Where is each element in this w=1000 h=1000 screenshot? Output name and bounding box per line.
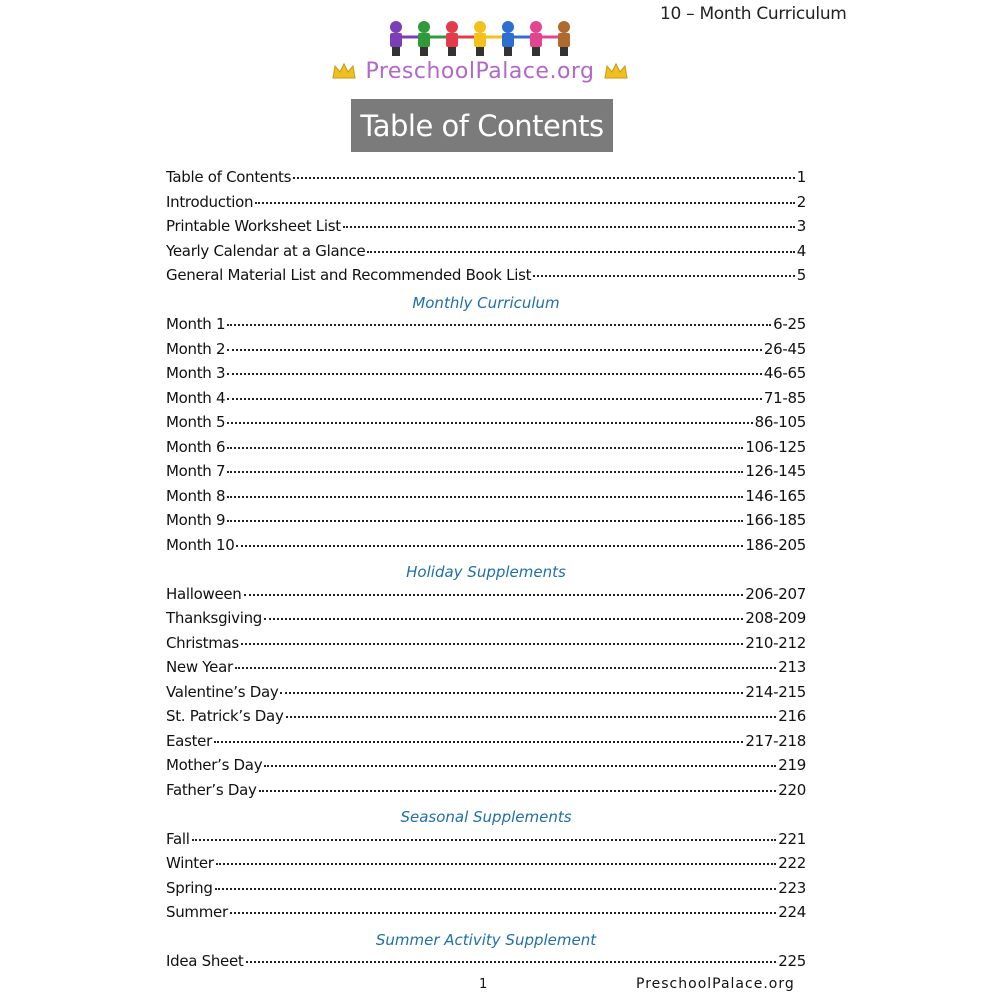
toc-entry-label: Summer — [166, 903, 228, 921]
dot-leader — [367, 251, 794, 253]
dot-leader — [227, 520, 743, 522]
toc-entry-page: 221 — [778, 829, 806, 848]
dot-leader — [235, 667, 776, 669]
dot-leader — [244, 594, 744, 596]
dot-leader — [533, 275, 795, 277]
toc-entry-label: Spring — [166, 878, 213, 897]
toc-entry-label: Month 3 — [166, 364, 226, 382]
toc-entry-label: Mother’s Day — [166, 756, 263, 774]
toc-entry-label: Printable Worksheet List — [166, 217, 341, 235]
toc-entry-page: 26-45 — [763, 339, 806, 358]
section-heading-monthly: Monthly Curriculum — [412, 293, 560, 312]
toc-entry — [166, 462, 806, 487]
toc-entry-page: 225 — [778, 952, 806, 970]
toc-entry — [166, 536, 806, 561]
toc-entry-page: 46-65 — [763, 364, 806, 382]
dot-leader — [236, 545, 743, 547]
page-title: Table of Contents — [351, 99, 613, 152]
dot-leader — [280, 692, 743, 694]
toc-entry-label: Winter — [166, 854, 214, 872]
toc-entry-label: Month 8 — [166, 486, 226, 505]
toc-entry — [166, 707, 806, 732]
toc-entry-label: Month 6 — [166, 437, 226, 456]
toc-entry-page: 166-185 — [745, 511, 806, 529]
dot-leader — [227, 422, 752, 424]
kid-figure — [446, 21, 474, 56]
toc-entry-page: 213 — [778, 658, 806, 676]
toc-entry-page: 216 — [778, 707, 806, 725]
toc-entry-page: 86-105 — [754, 413, 806, 431]
toc-entry-label: New Year — [166, 658, 233, 676]
toc-entry-label: Introduction — [166, 192, 254, 211]
toc-entry — [166, 732, 806, 757]
kid-figure — [418, 21, 446, 56]
toc-entry-page: 106-125 — [745, 437, 806, 456]
dot-leader — [227, 471, 743, 473]
section-heading-holiday: Holiday Supplements — [406, 563, 566, 581]
dot-leader — [227, 373, 762, 375]
toc-entry-page: 223 — [778, 878, 806, 897]
toc-entry-label: Month 2 — [166, 339, 226, 358]
toc-entry-label: Christmas — [166, 633, 239, 652]
toc-entry-label: Month 1 — [166, 315, 226, 333]
table-of-contents — [166, 168, 806, 977]
toc-monthly-list — [166, 315, 806, 560]
toc-entry — [166, 168, 806, 193]
toc-entry-page: 186-205 — [745, 535, 806, 554]
toc-entry — [166, 879, 806, 904]
toc-entry-page: 126-145 — [745, 462, 806, 480]
toc-entry — [166, 511, 806, 536]
dot-leader — [264, 618, 743, 620]
dot-leader — [343, 226, 795, 228]
dot-leader — [227, 496, 743, 498]
toc-entry-page: 217-218 — [745, 731, 806, 750]
toc-entry-label: Halloween — [166, 584, 242, 603]
kid-figure — [390, 21, 418, 56]
toc-entry-label: Month 5 — [166, 413, 226, 431]
dot-leader — [215, 888, 777, 890]
dot-leader — [227, 398, 762, 400]
toc-entry — [166, 658, 806, 683]
toc-entry-page: 2 — [796, 192, 806, 211]
kids-logo-icon — [382, 18, 582, 58]
toc-entry-label: Month 10 — [166, 535, 235, 554]
dot-leader — [227, 349, 762, 351]
toc-entry-label: Fall — [166, 829, 190, 848]
toc-entry-label: Table of Contents — [166, 168, 292, 186]
toc-entry — [166, 217, 806, 242]
toc-entry-page: 220 — [778, 780, 806, 799]
toc-entry-page: 6-25 — [773, 315, 806, 333]
toc-entry — [166, 634, 806, 659]
dot-leader — [259, 790, 777, 792]
toc-entry-page: 224 — [778, 903, 806, 921]
dot-leader — [246, 961, 777, 963]
toc-entry-page: 3 — [796, 217, 806, 235]
toc-entry — [166, 854, 806, 879]
toc-entry — [166, 389, 806, 414]
toc-entry-page: 71-85 — [763, 388, 806, 407]
toc-holiday-list — [166, 585, 806, 806]
brand-name: PreschoolPalace.org — [365, 58, 595, 84]
toc-entry — [166, 193, 806, 218]
toc-entry — [166, 952, 806, 977]
toc-entry — [166, 585, 806, 610]
toc-entry-label: Month 4 — [166, 388, 226, 407]
toc-entry — [166, 242, 806, 267]
toc-entry-label: Month 9 — [166, 511, 226, 529]
toc-summer-list — [166, 952, 806, 977]
toc-entry — [166, 781, 806, 806]
toc-entry-label: General Material List and Recommended Book List — [166, 266, 532, 284]
toc-entry-page: 222 — [778, 854, 806, 872]
kid-figure — [474, 21, 502, 56]
toc-entry-page: 214-215 — [745, 682, 806, 701]
dot-leader — [230, 912, 776, 914]
dot-leader — [192, 839, 777, 841]
kid-figure — [558, 21, 570, 56]
footer-site: PreschoolPalace.org — [636, 976, 795, 992]
toc-entry — [166, 903, 806, 928]
dot-leader — [227, 324, 771, 326]
toc-entry-label: Idea Sheet — [166, 952, 244, 970]
kid-figure — [502, 21, 530, 56]
toc-entry-label: Month 7 — [166, 462, 226, 480]
toc-entry — [166, 266, 806, 291]
kid-figure — [530, 21, 558, 56]
page-number: 1 — [479, 977, 488, 992]
toc-entry-label: Thanksgiving — [166, 609, 263, 627]
section-heading-summer: Summer Activity Supplement — [375, 930, 597, 949]
toc-entry-label: Valentine’s Day — [166, 682, 279, 701]
toc-entry-label: Yearly Calendar at a Glance — [166, 241, 366, 260]
toc-entry — [166, 487, 806, 512]
dot-leader — [255, 202, 795, 204]
toc-entry-label: Easter — [166, 731, 212, 750]
dot-leader — [241, 643, 743, 645]
dot-leader — [293, 177, 795, 179]
toc-entry-label: St. Patrick’s Day — [166, 707, 284, 725]
toc-entry — [166, 609, 806, 634]
section-heading-seasonal: Seasonal Supplements — [400, 808, 572, 826]
toc-entry-page: 4 — [796, 241, 806, 260]
dot-leader — [216, 863, 777, 865]
toc-entry — [166, 830, 806, 855]
toc-entry — [166, 364, 806, 389]
toc-entry-page: 1 — [796, 168, 806, 186]
dot-leader — [227, 447, 743, 449]
curriculum-label: 10 – Month Curriculum — [660, 4, 847, 24]
toc-entry — [166, 413, 806, 438]
dot-leader — [286, 716, 777, 718]
toc-entry-page: 146-165 — [745, 486, 806, 505]
crown-icon — [331, 61, 357, 81]
toc-entry-page: 5 — [796, 266, 806, 284]
toc-entry — [166, 315, 806, 340]
dot-leader — [264, 765, 776, 767]
brand-logo — [300, 56, 660, 86]
toc-entry — [166, 756, 806, 781]
toc-seasonal-list — [166, 830, 806, 928]
toc-entry — [166, 438, 806, 463]
toc-entry-page: 210-212 — [745, 633, 806, 652]
crown-icon — [603, 61, 629, 81]
toc-entry — [166, 340, 806, 365]
toc-entry-label: Father’s Day — [166, 780, 257, 799]
toc-entry-page: 208-209 — [745, 609, 806, 627]
toc-entry — [166, 683, 806, 708]
toc-entry-page: 206-207 — [745, 584, 806, 603]
dot-leader — [214, 741, 743, 743]
toc-entry-page: 219 — [778, 756, 806, 774]
toc-intro-list — [166, 168, 806, 291]
